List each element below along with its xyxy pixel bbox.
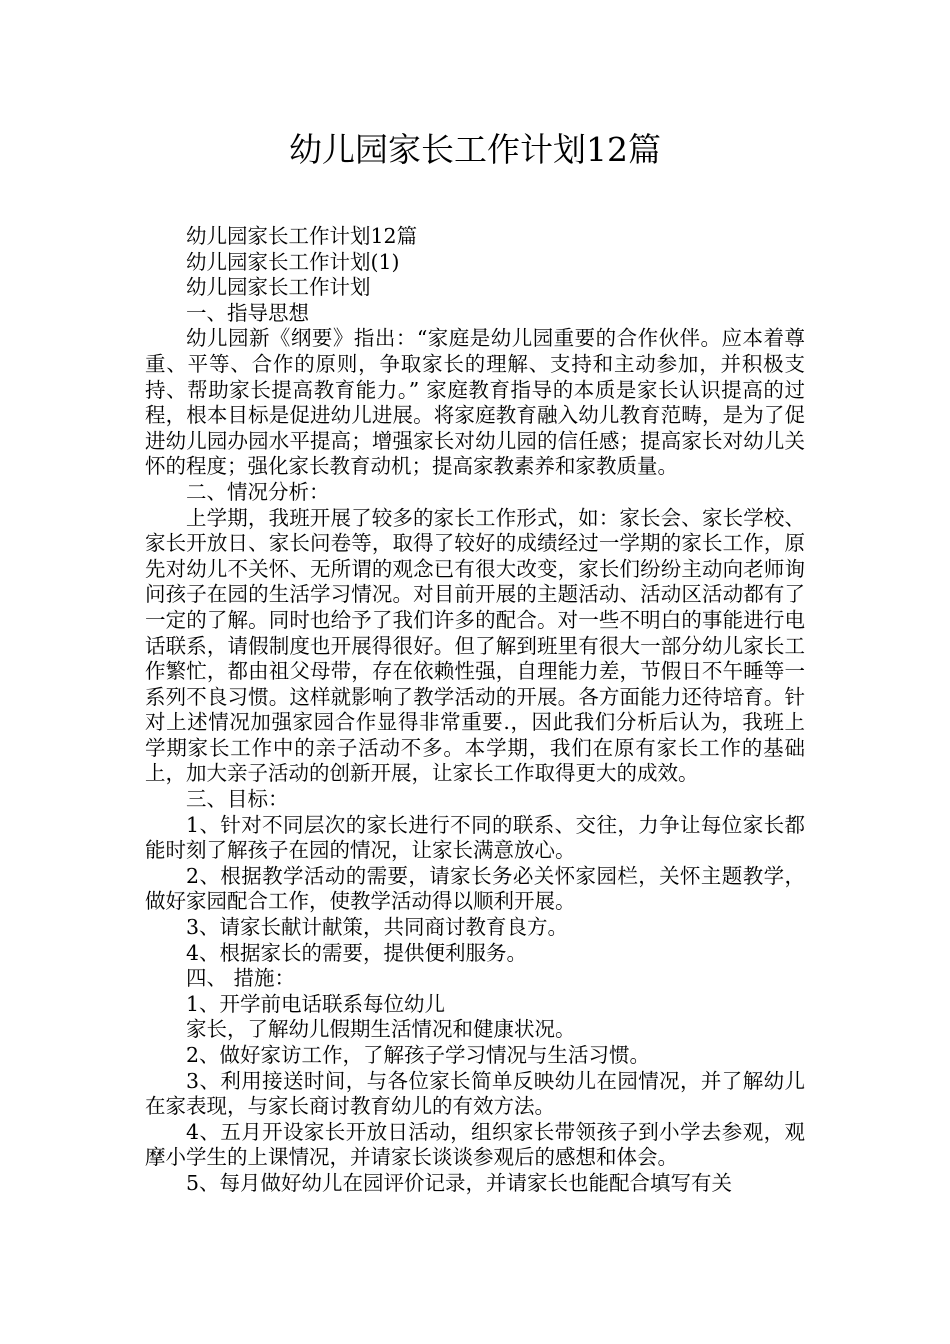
section-heading-goals: 三、目标： — [186, 787, 289, 812]
measure-item-2: 2、做好家访工作，了解孩子学习情况与生活习惯。 — [186, 1043, 651, 1067]
measure-item-5: 5、每月做好幼儿在园评价记录，并请家长也能配合填写有关 — [186, 1170, 733, 1195]
section-heading-measures: 四、 措施： — [186, 966, 296, 991]
measure-item-1-continued: 家长，了解幼儿假期生活情况和健康状况。 — [186, 1017, 576, 1042]
measure-item-3: 3、利用接送时间，与各位家长简单反映幼儿在园情况，并了解幼儿在家表现，与家长商讨教育幼儿的有效方法。 — [145, 1068, 805, 1119]
measure-item-4: 4、五月开设家长开放日活动，组织家长带领孩子到小学去参观，观摩小学生的上课情况，并请家长谈谈参观后的感想和体会。 — [145, 1119, 805, 1170]
section-heading-guiding-ideology: 一、指导思想 — [186, 300, 309, 325]
goal-item-4: 4、根据家长的需要，提供便利服务。 — [186, 940, 528, 965]
paragraph-situation-analysis: 上学期，我班开展了较多的家长工作形式，如：家长会、家长学校、家长开放日、家长问卷等，取得了较好的成绩经过一学期的家长工作，原先对幼儿不关怀、无所谓的观念已有很大改变，家长们纷纷主动向老师询问孩子在园的生活学习情况。对目前开展的主题活动、活动区活动都有了一定的了解。同时也给予了我们许多的配合。对一些不明白的事能进行电话联系，请假制度也开展得很好。但了解到班里有很大一部分幼儿家长工作繁忙，都由祖父母带，存在依赖性强，自理能力差，节假日不午睡等一系列不良习惯。这样就影响了教学活动的开展。各方面能力还待培育。针对上述情况加强家园合作显得非常重要.，因此我们分析后认为，我班上学期家长工作中的亲子活动不多。本学期，我们在原有家长工作的基础上，加大亲子活动的创新开展，让家长工作取得更大的成效。 — [145, 505, 805, 786]
paragraph-plan-1-heading: 幼儿园家长工作计划(1) — [186, 249, 400, 274]
goal-item-1: 1、针对不同层次的家长进行不同的联系、交往，力争让每位家长都能时刻了解孩子在园的情况，让家长满意放心。 — [145, 812, 805, 863]
document-title: 幼儿园家长工作计划12篇 — [289, 130, 661, 169]
measure-item-1: 1、开学前电话联系每位幼儿 — [186, 991, 446, 1016]
paragraph-doc-heading: 幼儿园家长工作计划12篇 — [186, 224, 418, 248]
goal-item-3: 3、请家长献计献策，共同商讨教育良方。 — [186, 915, 569, 940]
section-heading-situation-analysis: 二、情况分析： — [186, 479, 330, 504]
goal-item-2: 2、根据教学活动的需要，请家长务必关怀家园栏，关怀主题教学，做好家园配合工作，使教学活动得以顺利开展。 — [145, 863, 805, 914]
document-body — [145, 224, 805, 1197]
paragraph-plan-title: 幼儿园家长工作计划 — [186, 275, 371, 300]
paragraph-guiding-ideology: 幼儿园新《纲要》指出：“家庭是幼儿园重要的合作伙伴。应本着尊重、平等、合作的原则，争取家长的理解、支持和主动参加，并积极支持、帮助家长提高教育能力。” 家庭教育指导的本质是家长认识提高的过程，根本目标是促进幼儿进展。将家庭教育融入幼儿教育范畴，是为了促进幼儿园办园水平提高；增强家长对幼儿园的信任感；提高家长对幼儿关怀的程度；强化家长教育动机；提高家教素养和家教质量。 — [145, 326, 805, 479]
